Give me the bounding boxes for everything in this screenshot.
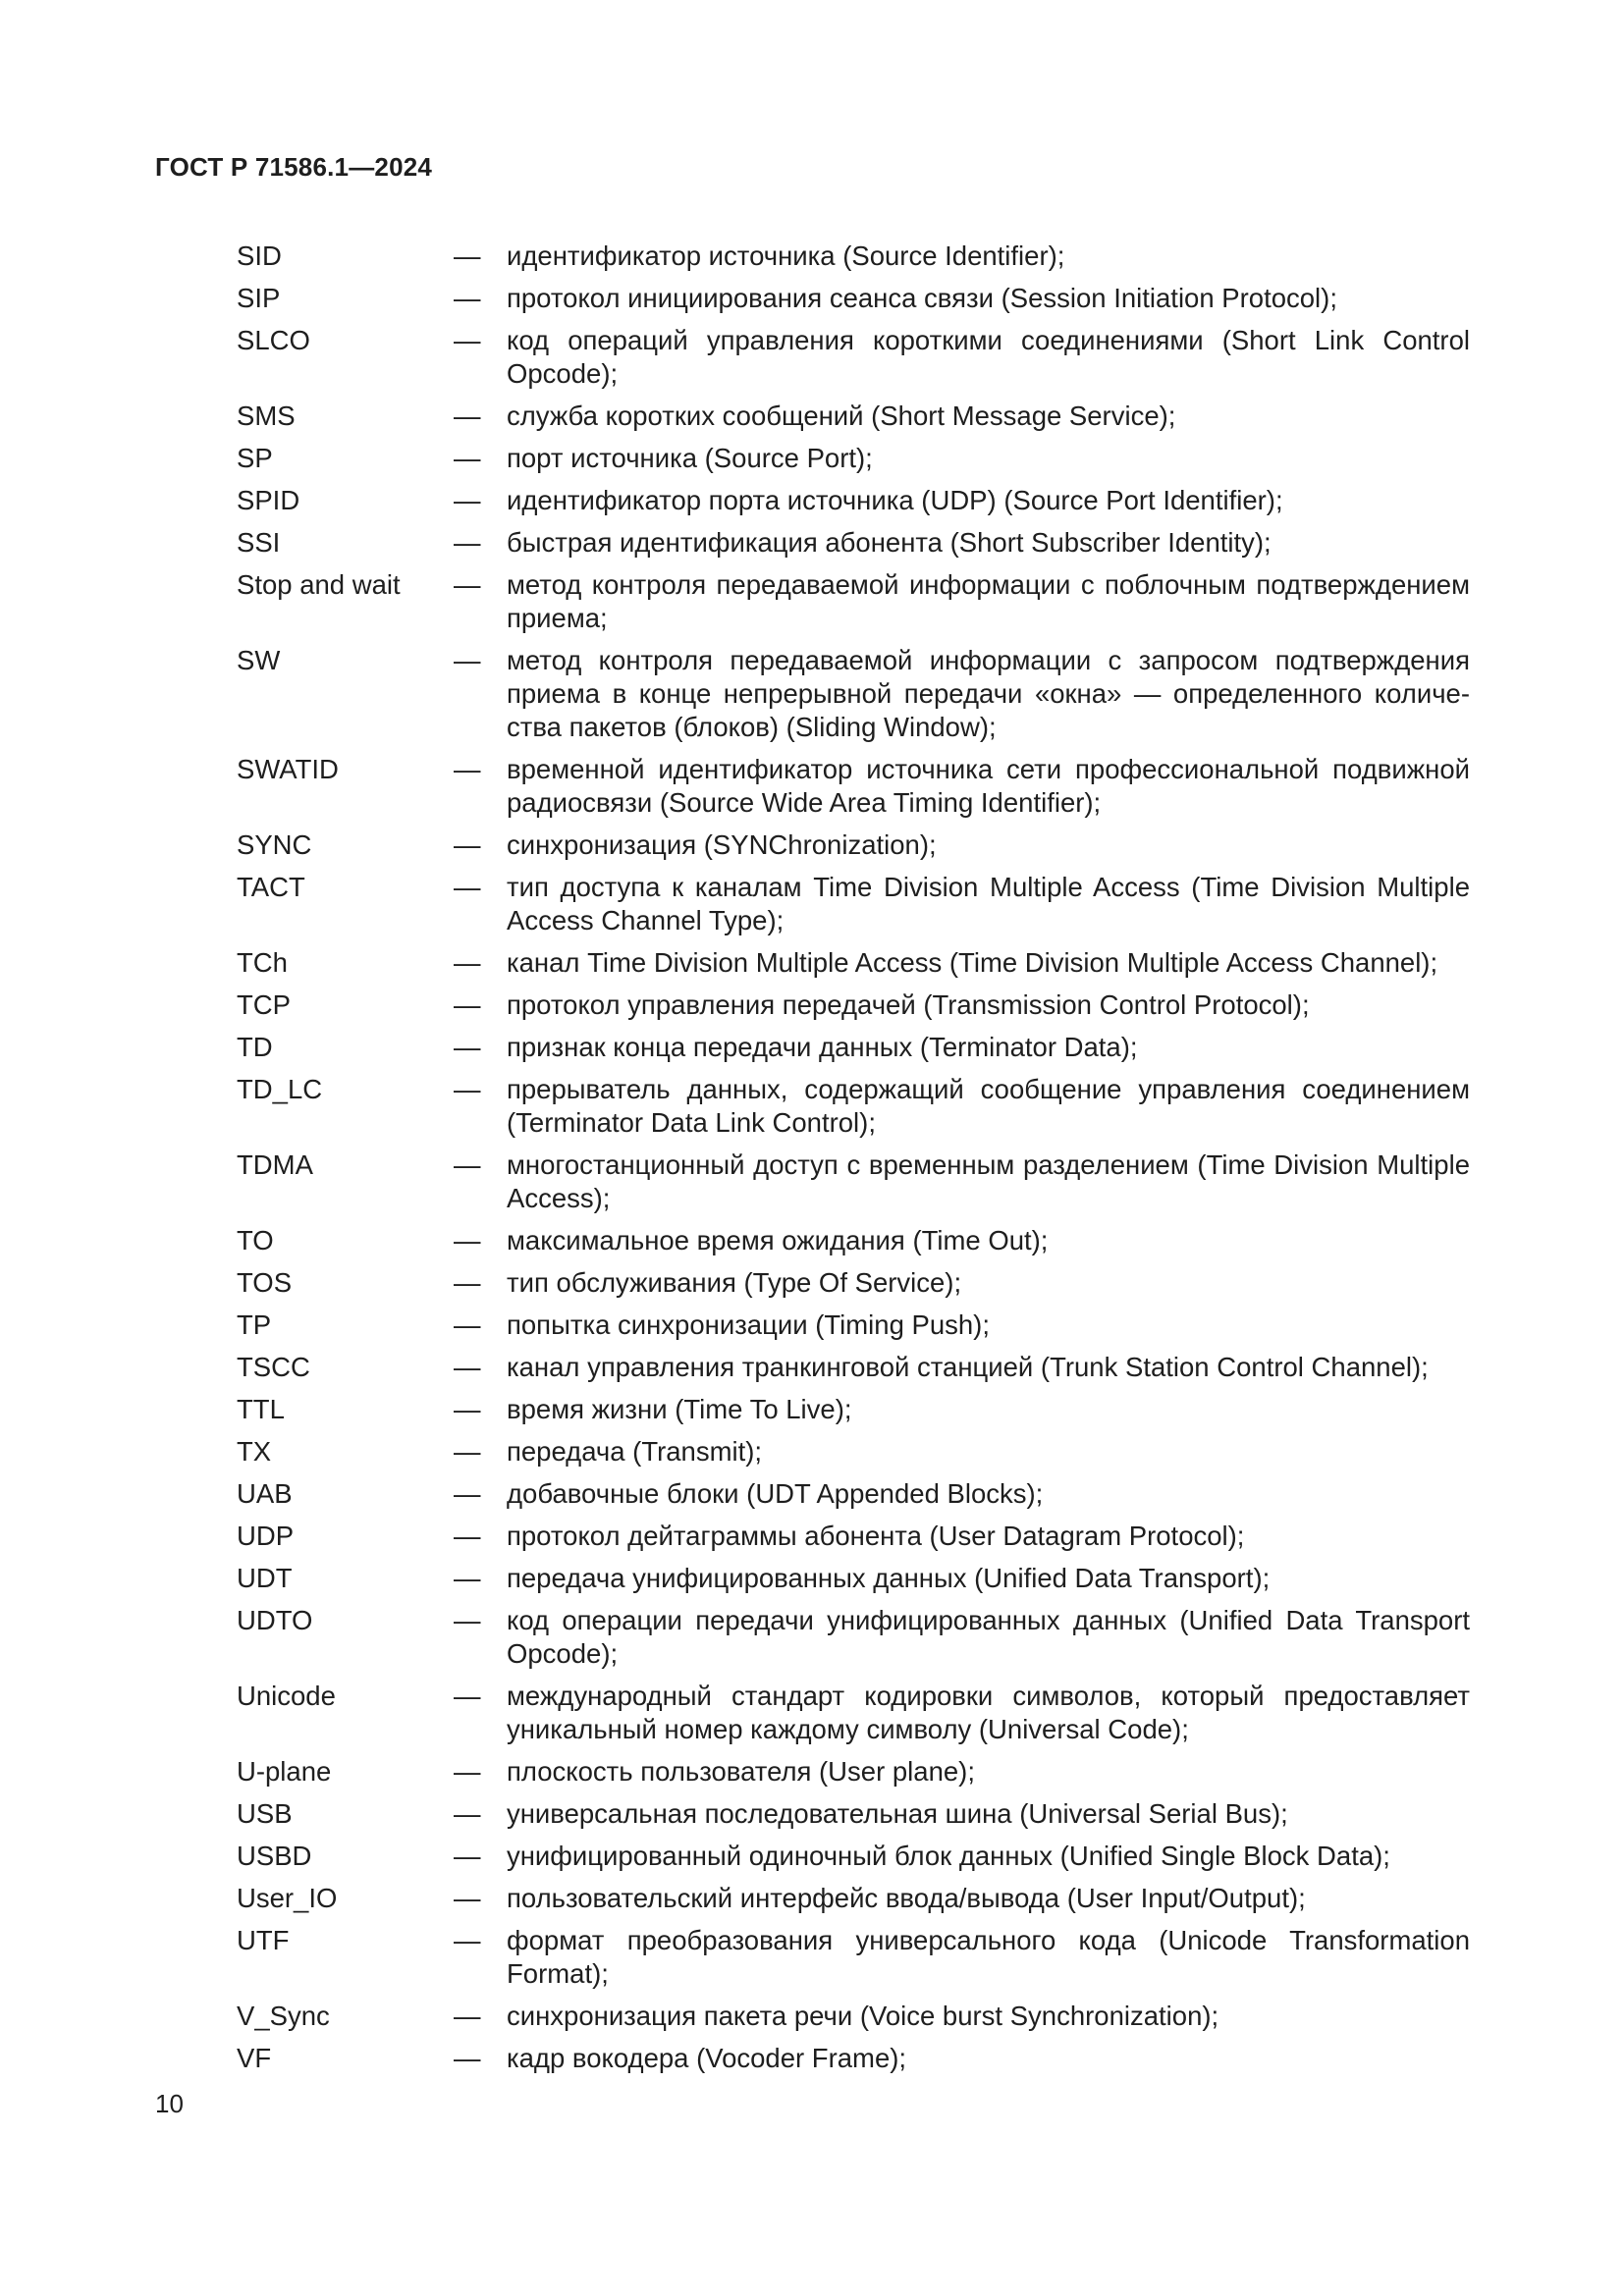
abbreviation-term: SPID: [237, 485, 300, 515]
abbreviation-term: SWATID: [237, 754, 339, 784]
abbreviation-entry: [237, 484, 1470, 517]
abbreviation-definition: идентификатор порта источника (UDP) (Source Port Identifier);: [507, 485, 1283, 515]
abbreviation-definition: признак конца передачи данных (Terminator Data);: [507, 1032, 1138, 1062]
abbreviation-term: VF: [237, 2043, 272, 2073]
em-dash-separator: —: [454, 1352, 481, 1382]
abbreviation-term: SMS: [237, 400, 296, 431]
abbreviation-definition: тип обслуживания (Type Of Service);: [507, 1267, 962, 1298]
abbreviation-entry: [237, 1266, 1470, 1300]
em-dash-separator: —: [454, 645, 481, 675]
em-dash-separator: —: [454, 325, 481, 355]
abbreviation-entry: [237, 988, 1470, 1022]
abbreviation-entry: [237, 1031, 1470, 1064]
em-dash-separator: —: [454, 829, 481, 860]
em-dash-separator: —: [454, 569, 481, 600]
abbreviation-definition: протокол управления передачей (Transmission Control Protocol);: [507, 989, 1310, 1020]
abbreviation-definition: максимальное время ожидания (Time Out);: [507, 1225, 1049, 1255]
abbreviation-definition: протокол дейтаграммы абонента (User Datagram Protocol);: [507, 1521, 1245, 1551]
abbreviation-entry: [237, 1148, 1470, 1215]
abbreviation-term: TACT: [237, 872, 305, 902]
abbreviation-term: USBD: [237, 1841, 312, 1871]
abbreviation-term: TX: [237, 1436, 272, 1467]
abbreviation-entry: [237, 282, 1470, 315]
abbreviation-definition: синхронизация пакета речи (Voice burst Synchronization);: [507, 2001, 1219, 2031]
abbreviation-term: TDMA: [237, 1149, 313, 1180]
abbreviation-definition: попытка синхронизации (Timing Push);: [507, 1309, 990, 1340]
em-dash-separator: —: [454, 1032, 481, 1062]
abbreviation-definition: универсальная последовательная шина (Universal Serial Bus);: [507, 1798, 1288, 1829]
abbreviation-entry: [237, 1351, 1470, 1384]
abbreviation-entry: [237, 828, 1470, 862]
em-dash-separator: —: [454, 1225, 481, 1255]
abbreviation-entry: [237, 1840, 1470, 1873]
abbreviation-entry: [237, 1308, 1470, 1342]
abbreviation-term: SW: [237, 645, 281, 675]
em-dash-separator: —: [454, 1563, 481, 1593]
abbreviation-term: USB: [237, 1798, 293, 1829]
abbreviation-definition: кадр вокодера (Vocoder Frame);: [507, 2043, 907, 2073]
abbreviation-entry: [237, 1073, 1470, 1140]
abbreviation-entry: [237, 400, 1470, 433]
abbreviation-term: UDP: [237, 1521, 295, 1551]
abbreviation-definition: время жизни (Time To Live);: [507, 1394, 852, 1424]
em-dash-separator: —: [454, 400, 481, 431]
abbreviation-definition: унифицированный одиночный блок данных (Unified Single Block Data);: [507, 1841, 1390, 1871]
abbreviation-definition: служба коротких сообщений (Short Message Service);: [507, 400, 1176, 431]
abbreviation-term: SYNC: [237, 829, 312, 860]
abbreviation-entry: [237, 1680, 1470, 1746]
em-dash-separator: —: [454, 1149, 481, 1180]
abbreviation-entry: [237, 442, 1470, 475]
abbreviation-entry: [237, 753, 1470, 820]
abbreviation-term: U-plane: [237, 1756, 332, 1787]
abbreviation-definition: метод контроля передаваемой информации с поблочным подтверждением приема;: [507, 569, 1470, 633]
abbreviation-entry: [237, 1477, 1470, 1511]
abbreviation-list: [237, 240, 1470, 2084]
abbreviation-definition: формат преобразования универсального кода (Unicode Transformation Format);: [507, 1925, 1470, 1989]
abbreviation-definition: передача (Transmit);: [507, 1436, 763, 1467]
abbreviation-entry: [237, 946, 1470, 980]
abbreviation-entry: [237, 1882, 1470, 1915]
abbreviation-entry: [237, 1797, 1470, 1831]
abbreviation-entry: [237, 1435, 1470, 1468]
em-dash-separator: —: [454, 1074, 481, 1104]
em-dash-separator: —: [454, 1394, 481, 1424]
em-dash-separator: —: [454, 1925, 481, 1955]
em-dash-separator: —: [454, 485, 481, 515]
abbreviation-definition: метод контроля передаваемой информации с запросом подтверждения приема в конце непрерывной передачи «окна» — определенного количества пакетов (блоков) (Sliding Window);: [507, 645, 1470, 742]
abbreviation-term: Unicode: [237, 1681, 336, 1711]
abbreviation-definition: код операции передачи унифицированных данных (Unified Data Transport Opcode);: [507, 1605, 1470, 1669]
abbreviation-entry: [237, 2000, 1470, 2033]
abbreviation-definition: передача унифицированных данных (Unified Data Transport);: [507, 1563, 1271, 1593]
abbreviation-definition: синхронизация (SYNChronization);: [507, 829, 937, 860]
abbreviation-definition: канал Time Division Multiple Access (Time Division Multiple Access Channel);: [507, 947, 1438, 978]
abbreviation-entry: [237, 240, 1470, 273]
abbreviation-entry: [237, 644, 1470, 744]
abbreviation-definition: протокол инициирования сеанса связи (Session Initiation Protocol);: [507, 283, 1337, 313]
abbreviation-term: SP: [237, 443, 273, 473]
em-dash-separator: —: [454, 240, 481, 271]
em-dash-separator: —: [454, 1436, 481, 1467]
document-header: ГОСТ Р 71586.1—2024: [155, 152, 433, 182]
abbreviation-term: SLCO: [237, 325, 310, 355]
abbreviation-term: UDT: [237, 1563, 293, 1593]
abbreviation-term: User_IO: [237, 1883, 338, 1913]
em-dash-separator: —: [454, 1309, 481, 1340]
em-dash-separator: —: [454, 872, 481, 902]
abbreviation-term: TP: [237, 1309, 272, 1340]
em-dash-separator: —: [454, 1841, 481, 1871]
abbreviation-entry: [237, 1755, 1470, 1789]
abbreviation-definition: быстрая идентификация абонента (Short Subscriber Identity);: [507, 527, 1272, 558]
em-dash-separator: —: [454, 283, 481, 313]
abbreviation-entry: [237, 2042, 1470, 2075]
abbreviation-definition: многостанционный доступ с временным разделением (Time Division Multiple Access);: [507, 1149, 1470, 1213]
em-dash-separator: —: [454, 947, 481, 978]
em-dash-separator: —: [454, 1521, 481, 1551]
abbreviation-entry: [237, 568, 1470, 635]
abbreviation-definition: канал управления транкинговой станцией (Trunk Station Control Channel);: [507, 1352, 1429, 1382]
abbreviation-definition: добавочные блоки (UDT Appended Blocks);: [507, 1478, 1044, 1509]
abbreviation-term: TCh: [237, 947, 288, 978]
abbreviation-entry: [237, 1520, 1470, 1553]
em-dash-separator: —: [454, 1798, 481, 1829]
abbreviation-entry: [237, 1924, 1470, 1991]
page-number: 10: [155, 2089, 184, 2118]
abbreviation-term: UAB: [237, 1478, 293, 1509]
em-dash-separator: —: [454, 2043, 481, 2073]
em-dash-separator: —: [454, 1478, 481, 1509]
abbreviation-term: TSCC: [237, 1352, 310, 1382]
abbreviation-term: SID: [237, 240, 282, 271]
abbreviation-definition: плоскость пользователя (User plane);: [507, 1756, 975, 1787]
em-dash-separator: —: [454, 2001, 481, 2031]
abbreviation-entry: [237, 871, 1470, 937]
em-dash-separator: —: [454, 1883, 481, 1913]
abbreviation-term: SIP: [237, 283, 281, 313]
abbreviation-term: Stop and wait: [237, 569, 401, 600]
abbreviation-term: TTL: [237, 1394, 285, 1424]
abbreviation-entry: [237, 526, 1470, 560]
em-dash-separator: —: [454, 443, 481, 473]
abbreviation-term: V_Sync: [237, 2001, 330, 2031]
abbreviation-term: TCP: [237, 989, 291, 1020]
abbreviation-definition: временной идентификатор источника сети профессиональной подвижной радиосвязи (Source Wide Area Timing Identifier);: [507, 754, 1470, 818]
em-dash-separator: —: [454, 1267, 481, 1298]
abbreviation-definition: международный стандарт кодировки символов, который предоставляет уникальный номер каждому символу (Universal Code);: [507, 1681, 1470, 1744]
abbreviation-definition: порт источника (Source Port);: [507, 443, 873, 473]
abbreviation-term: SSI: [237, 527, 281, 558]
abbreviation-term: UDTO: [237, 1605, 313, 1635]
em-dash-separator: —: [454, 1756, 481, 1787]
abbreviation-definition: тип доступа к каналам Time Division Multiple Access (Time Division Multiple Access Channel Type);: [507, 872, 1470, 935]
abbreviation-entry: [237, 1393, 1470, 1426]
abbreviation-definition: код операций управления короткими соединениями (Short Link Control Opcode);: [507, 325, 1470, 389]
em-dash-separator: —: [454, 1681, 481, 1711]
abbreviation-entry: [237, 324, 1470, 391]
abbreviation-term: TD_LC: [237, 1074, 323, 1104]
em-dash-separator: —: [454, 1605, 481, 1635]
em-dash-separator: —: [454, 989, 481, 1020]
abbreviation-definition: прерыватель данных, содержащий сообщение управления соединением (Terminator Data Link Control);: [507, 1074, 1470, 1138]
abbreviation-definition: пользовательский интерфейс ввода/вывода (User Input/Output);: [507, 1883, 1306, 1913]
abbreviation-term: TD: [237, 1032, 273, 1062]
abbreviation-entry: [237, 1604, 1470, 1671]
abbreviation-term: TO: [237, 1225, 274, 1255]
abbreviation-term: TOS: [237, 1267, 293, 1298]
abbreviation-definition: идентификатор источника (Source Identifier);: [507, 240, 1065, 271]
abbreviation-entry: [237, 1562, 1470, 1595]
em-dash-separator: —: [454, 527, 481, 558]
em-dash-separator: —: [454, 754, 481, 784]
abbreviation-entry: [237, 1224, 1470, 1257]
abbreviation-term: UTF: [237, 1925, 290, 1955]
